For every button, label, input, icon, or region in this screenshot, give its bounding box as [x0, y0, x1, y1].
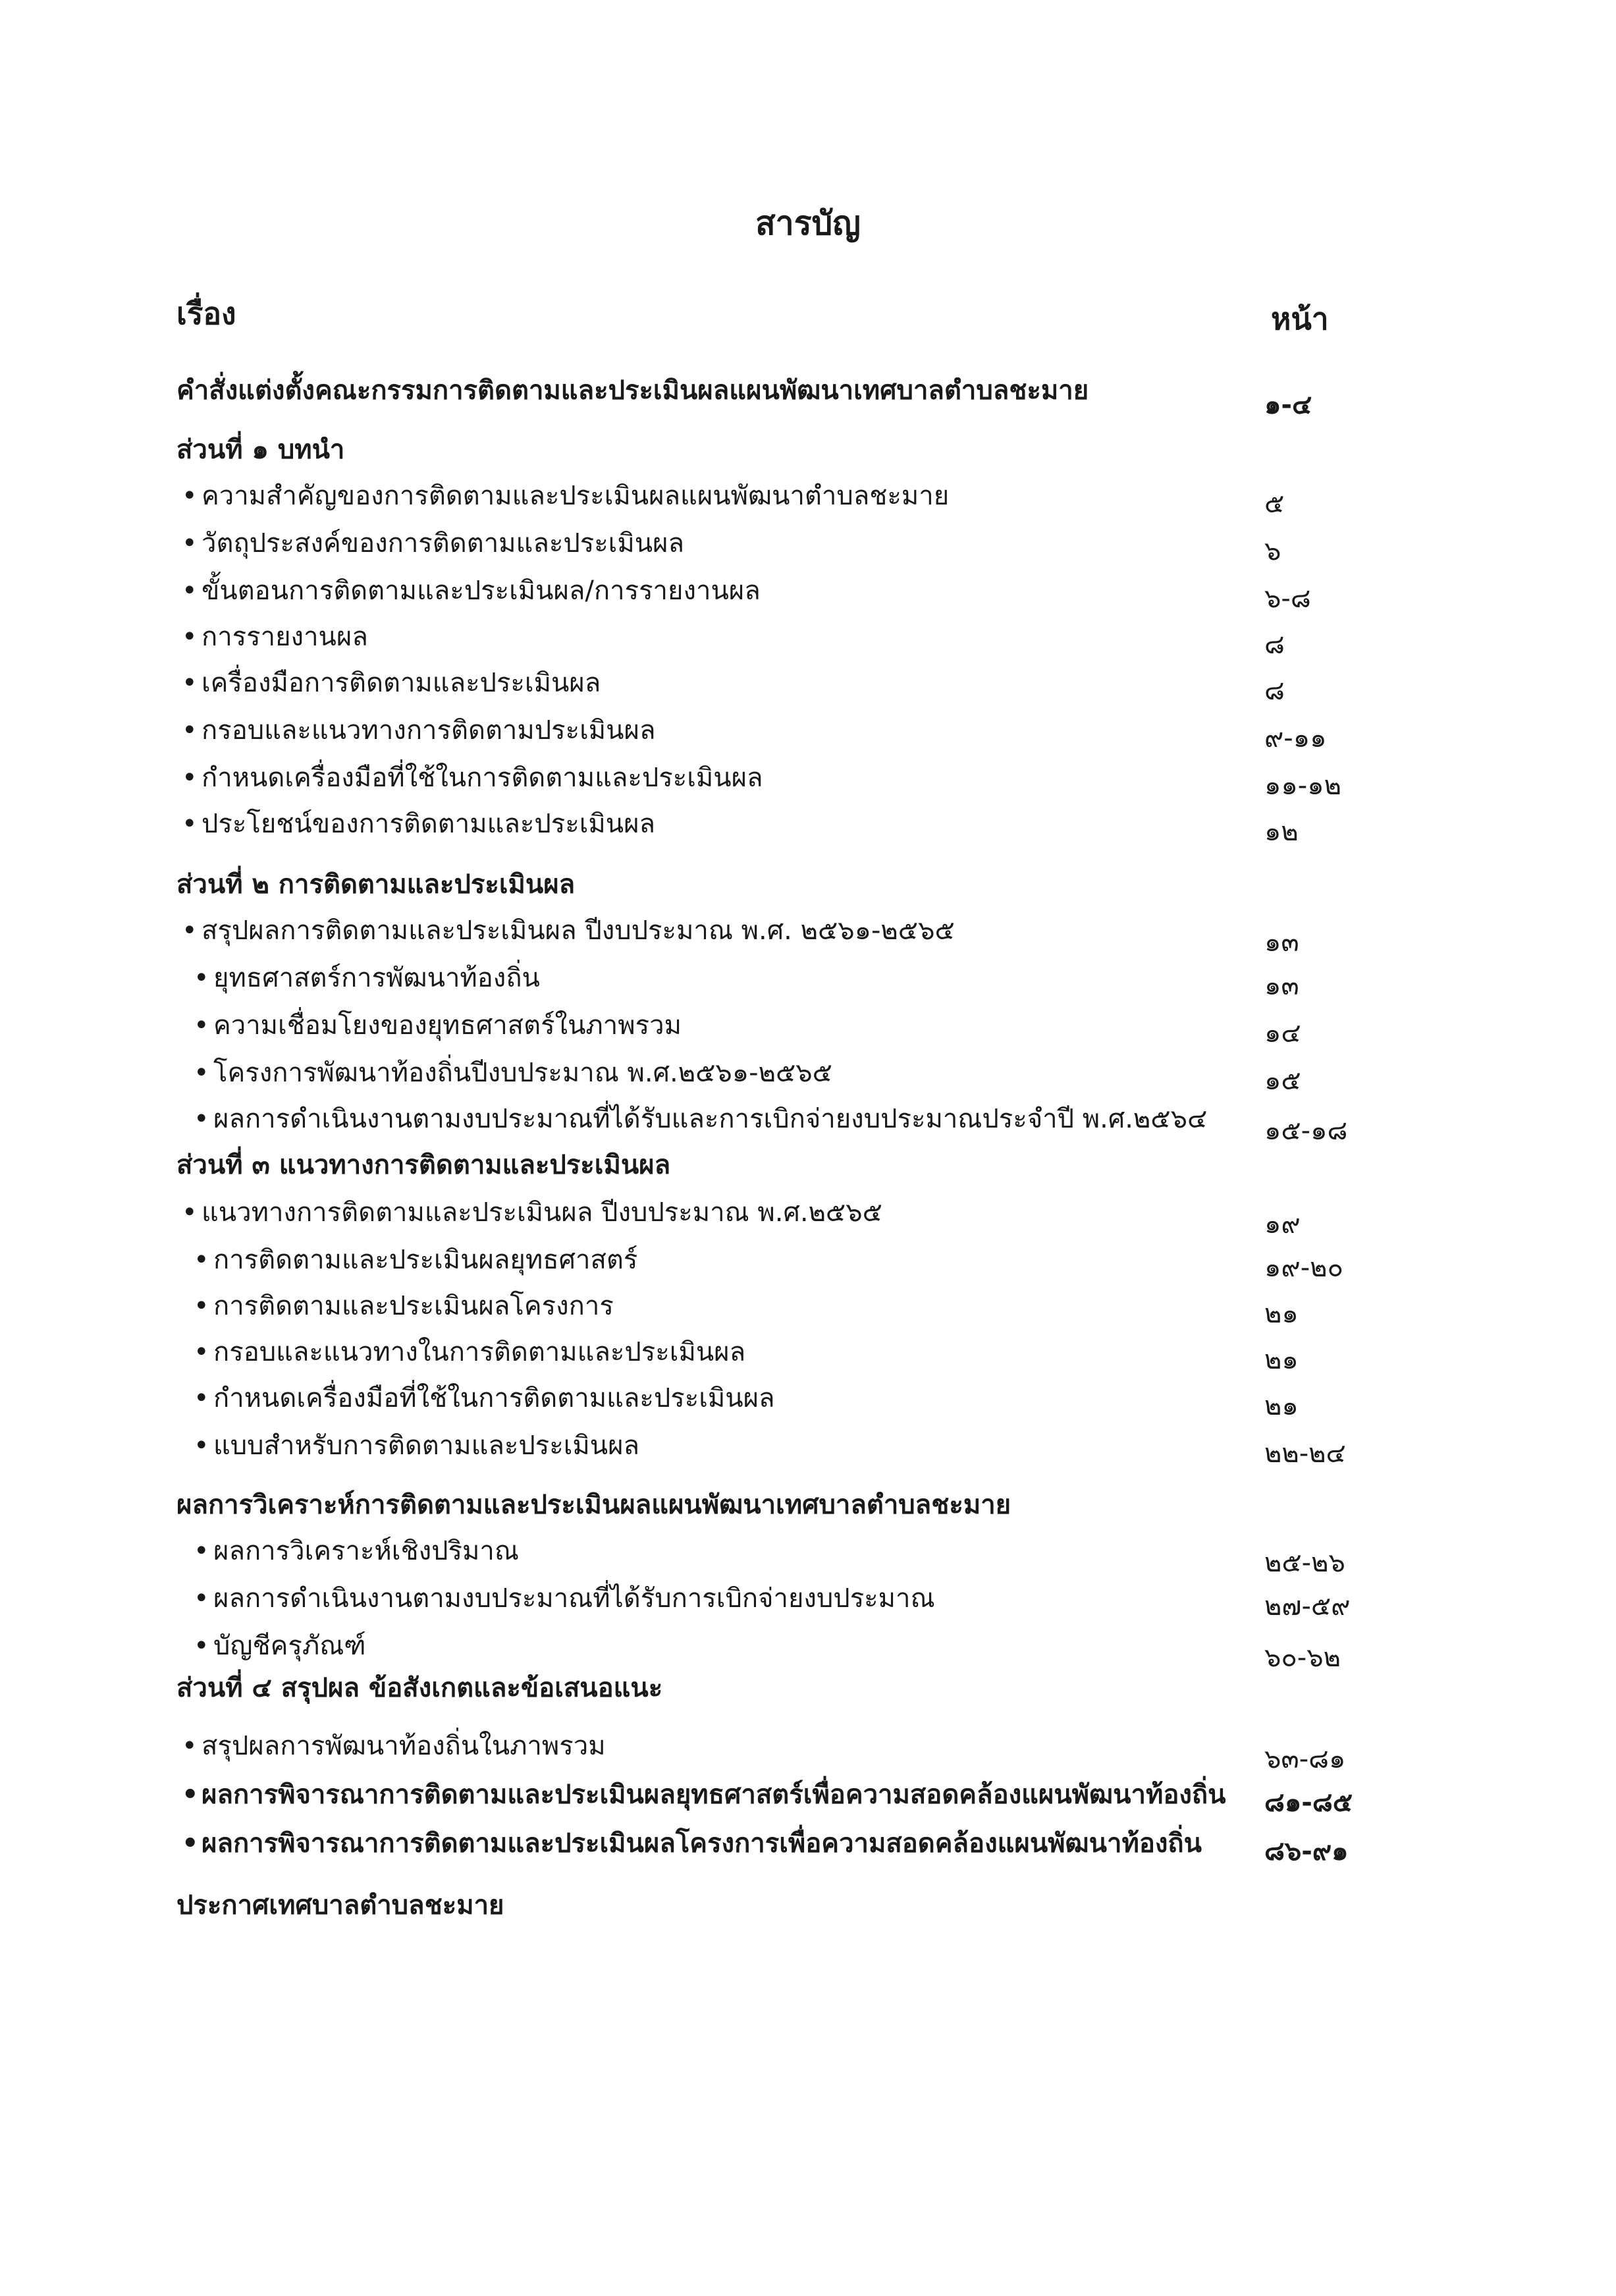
- toc-entry: [176, 522, 1341, 564]
- bullet-icon: •: [194, 1010, 209, 1041]
- toc-entry-title: ผลการพิจารณาการติดตามและประเมินผลโครงการเพื่อความสอดคล้องแผนพัฒนาท้องถิ่น: [202, 1828, 1202, 1859]
- bullet-icon: •: [182, 481, 198, 511]
- toc-entry-page: ๒๕-๒๖: [1264, 1548, 1345, 1578]
- toc-entry-page: ๖๐-๖๒: [1264, 1643, 1341, 1673]
- toc-entry-title: สรุปผลการติดตามและประเมินผล ปีงบประมาณ พ.ศ. ๒๕๖๑-๒๕๖๕: [202, 916, 955, 946]
- toc-entry: [176, 909, 1341, 951]
- toc-entry-title: ส่วนที่ ๓ แนวทางการติดตามและประเมินผล: [176, 1150, 671, 1180]
- toc-entry-page: ๖๓-๘๑: [1264, 1744, 1346, 1774]
- toc-entry: [176, 1004, 1353, 1046]
- bullet-icon: •: [194, 1058, 209, 1088]
- bullet-icon: •: [182, 809, 198, 839]
- bullet-icon: •: [194, 963, 209, 993]
- toc-entry: [176, 1377, 1353, 1419]
- toc-entry: [176, 1097, 1353, 1139]
- toc-entry: [176, 1191, 1341, 1233]
- toc-entry-title: แบบสำหรับการติดตามและประเมินผล: [213, 1431, 640, 1461]
- bullet-icon: •: [194, 1291, 209, 1321]
- toc-entry-title: ผลการพิจารณาการติดตามและประเมินผลยุทธศาสตร์เพื่อความสอดคล้องแผนพัฒนาท้องถิ่น: [202, 1780, 1226, 1810]
- toc-entry-page: ๒๒-๒๔: [1264, 1438, 1346, 1469]
- bullet-icon: •: [182, 715, 198, 746]
- toc-entry-page: ๑-๔: [1264, 390, 1312, 420]
- bullet-icon: •: [182, 622, 198, 652]
- toc-entry-title: การรายงานผล: [202, 622, 368, 652]
- toc-entry: [176, 1822, 1341, 1864]
- toc-entry-title: คำสั่งแต่งตั้งคณะกรรมการติดตามและประเมินผลแผนพัฒนาเทศบาลตำบลชะมาย: [176, 375, 1089, 406]
- bullet-icon: •: [182, 1731, 198, 1761]
- toc-entry-page: ๒๑: [1264, 1299, 1299, 1329]
- toc-entry-page: ๑๒: [1264, 817, 1299, 847]
- toc-entry-title: บัญชีครุภัณฑ์: [213, 1631, 366, 1661]
- bullet-icon: •: [194, 1583, 209, 1614]
- bullet-icon: •: [194, 1104, 209, 1134]
- toc-entry-page: ๒๑: [1264, 1391, 1299, 1421]
- bullet-icon: •: [182, 668, 198, 698]
- toc-entry-page: ๑๓: [1264, 971, 1299, 1001]
- bullet-icon: •: [194, 1431, 209, 1461]
- toc-entry-page: ๘: [1264, 630, 1285, 660]
- toc-entry-title: โครงการพัฒนาท้องถิ่นปีงบประมาณ พ.ศ.๒๕๖๑-๒๕๖๕: [213, 1058, 832, 1088]
- toc-entry: [176, 1051, 1353, 1093]
- toc-entry-page: ๘๑-๘๕: [1264, 1788, 1353, 1818]
- toc-entry: [176, 756, 1341, 798]
- toc-entry-title: ความเชื่อมโยงของยุทธศาสตร์ในภาพรวม: [213, 1010, 682, 1041]
- toc-entry: [176, 1143, 1335, 1186]
- toc-entry-page: ๑๕: [1264, 1066, 1301, 1096]
- toc-entry: [176, 1724, 1341, 1766]
- toc-entry: [176, 369, 1335, 411]
- toc-entry-page: ๑๓: [1264, 927, 1299, 958]
- toc-entry-title: ยุทธศาสตร์การพัฒนาท้องถิ่น: [213, 963, 540, 993]
- toc-entry-title: ความสำคัญของการติดตามและประเมินผลแผนพัฒนาตำบลชะมาย: [202, 481, 950, 511]
- toc-entry: [176, 1424, 1353, 1466]
- bullet-icon: •: [194, 1631, 209, 1661]
- bullet-icon: •: [194, 1536, 209, 1566]
- toc-entry-title: แนวทางการติดตามและประเมินผล ปีงบประมาณ พ.ศ.๒๕๖๕: [202, 1197, 882, 1228]
- toc-entry: [176, 956, 1353, 998]
- toc-entry: [176, 1483, 1335, 1525]
- toc-entry-page: ๘๖-๙๑: [1264, 1836, 1349, 1867]
- toc-entry-title: เครื่องมือการติดตามและประเมินผล: [202, 668, 601, 698]
- subject-column-header: เรื่อง: [176, 296, 236, 331]
- bullet-icon: •: [194, 1337, 209, 1367]
- toc-entry-page: ๙-๑๑: [1264, 723, 1327, 753]
- bullet-icon: •: [182, 763, 198, 793]
- toc-entry-title: ขั้นตอนการติดตามและประเมินผล/การรายงานผล: [202, 576, 761, 606]
- toc-entry-title: กำหนดเครื่องมือที่ใช้ในการติดตามและประเมินผล: [202, 763, 763, 793]
- toc-entry: [176, 1773, 1341, 1815]
- toc-entry-page: ๘: [1264, 676, 1285, 706]
- bullet-icon: •: [182, 576, 198, 606]
- toc-entry-title: ผลการดำเนินงานตามงบประมาณที่ได้รับการเบิกจ่ายงบประมาณ: [213, 1583, 935, 1614]
- toc-entry: [176, 661, 1341, 703]
- toc-entry-page: ๑๙: [1264, 1209, 1301, 1240]
- toc-entry-title: ผลการดำเนินงานตามงบประมาณที่ได้รับและการเบิกจ่ายงบประมาณประจำปี พ.ศ.๒๕๖๔: [213, 1104, 1208, 1134]
- toc-entry: [176, 1666, 1335, 1708]
- bullet-icon: •: [182, 1828, 199, 1859]
- toc-entry: [176, 1577, 1353, 1619]
- toc-entry-title: ผลการวิเคราะห์เชิงปริมาณ: [213, 1536, 519, 1566]
- toc-entry: [176, 1330, 1353, 1373]
- toc-entry: [176, 863, 1335, 905]
- toc-entry-title: กรอบและแนวทางในการติดตามและประเมินผล: [213, 1337, 746, 1367]
- toc-entry-title: การติดตามและประเมินผลยุทธศาสตร์: [213, 1245, 638, 1275]
- toc-entry-title: กำหนดเครื่องมือที่ใช้ในการติดตามและประเมินผล: [213, 1383, 775, 1413]
- toc-entry-title: ส่วนที่ ๑ บทนำ: [176, 435, 345, 465]
- page-column-header: หน้า: [1271, 301, 1329, 337]
- document-title: สารบัญ: [755, 204, 861, 242]
- toc-entry-title: การติดตามและประเมินผลโครงการ: [213, 1291, 614, 1321]
- toc-entry-page: ๖: [1264, 536, 1281, 566]
- toc-entry: [176, 569, 1341, 611]
- toc-entry: [176, 428, 1335, 470]
- toc-entry: [176, 1238, 1353, 1280]
- toc-entry-page: ๑๕-๑๘: [1264, 1116, 1348, 1146]
- bullet-icon: •: [194, 1383, 209, 1413]
- toc-entry-page: ๑๑-๑๒: [1264, 771, 1341, 801]
- bullet-icon: •: [182, 1780, 199, 1810]
- bullet-icon: •: [182, 528, 198, 559]
- toc-entry: [176, 802, 1341, 844]
- toc-entry: [176, 474, 1341, 516]
- toc-entry-page: ๑๔: [1264, 1018, 1301, 1049]
- toc-entry: [176, 1529, 1353, 1572]
- toc-entry-title: วัตถุประสงค์ของการติดตามและประเมินผล: [202, 528, 685, 559]
- toc-entry-page: ๒๗-๕๙: [1264, 1591, 1351, 1622]
- toc-entry-page: ๒๑: [1264, 1345, 1299, 1375]
- toc-entry-title: สรุปผลการพัฒนาท้องถิ่นในภาพรวม: [202, 1731, 606, 1761]
- toc-entry: [176, 1884, 1335, 1926]
- toc-entry-title: ผลการวิเคราะห์การติดตามและประเมินผลแผนพัฒนาเทศบาลตำบลชะมาย: [176, 1490, 1011, 1520]
- toc-entry-title: ส่วนที่ ๔ สรุปผล ข้อสังเกตและข้อเสนอแนะ: [176, 1673, 663, 1703]
- toc-entry: [176, 1284, 1353, 1326]
- toc-entry-page: ๕: [1264, 489, 1285, 519]
- toc-entry: [176, 615, 1341, 657]
- toc-entry-page: ๖-๘: [1264, 584, 1311, 614]
- toc-entry-title: ส่วนที่ ๒ การติดตามและประเมินผล: [176, 869, 576, 900]
- bullet-icon: •: [194, 1245, 209, 1275]
- toc-entry-title: กรอบและแนวทางการติดตามประเมินผล: [202, 715, 656, 746]
- toc-entry: [176, 1624, 1353, 1666]
- toc-entry: [176, 709, 1341, 751]
- bullet-icon: •: [182, 916, 198, 946]
- bullet-icon: •: [182, 1197, 198, 1228]
- toc-entry-title: ประกาศเทศบาลตำบลชะมาย: [176, 1890, 504, 1921]
- toc-entry-title: ประโยชน์ของการติดตามและประเมินผล: [202, 809, 656, 839]
- toc-entry-page: ๑๙-๒๐: [1264, 1253, 1343, 1283]
